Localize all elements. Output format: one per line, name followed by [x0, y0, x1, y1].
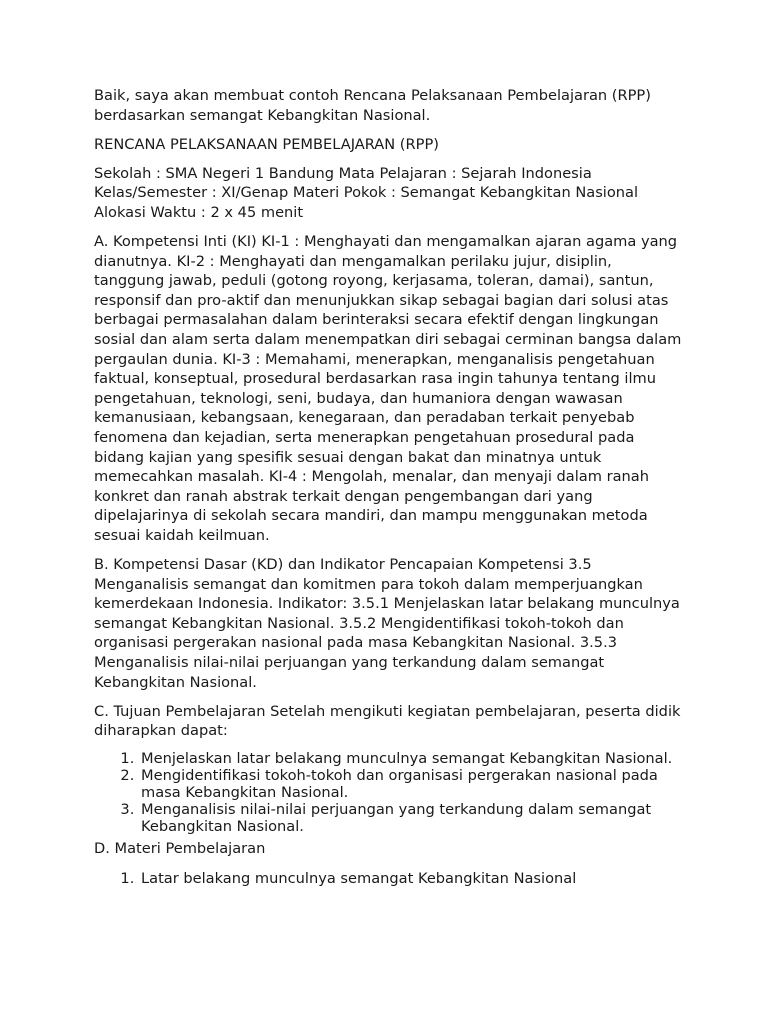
section-c-heading: C. Tujuan Pembelajaran Setelah mengikuti kegiatan pembelajaran, peserta didik diharapkan dapat: — [94, 702, 681, 740]
identity-block — [94, 164, 684, 223]
section-d-heading: D. Materi Pembelajaran — [94, 840, 266, 858]
list-item: 3. Menganalisis nilai-nilai perjuangan yang terkandung dalam semangat Kebangkitan Nasional. — [139, 801, 684, 835]
identity-line-2: Kelas/Semester : XI/Genap Materi Pokok : Semangat Kebangkitan Nasional — [94, 184, 639, 202]
intro-paragraph: Baik, saya akan membuat contoh Rencana Pelaksanaan Pembelajaran (RPP) berdasarkan semangat Kebangkitan Nasional. — [94, 87, 651, 124]
document-page — [94, 86, 684, 887]
identity-line-3: Alokasi Waktu : 2 x 45 menit — [94, 203, 304, 221]
list-item: 1. Menjelaskan latar belakang munculnya semangat Kebangkitan Nasional. — [139, 750, 684, 767]
section-a-kompetensi-inti: A. Kompetensi Inti (KI) KI-1 : Menghayati dan mengamalkan ajaran agama yang dianutnya. KI-2 : Menghayati dan mengamalkan perilaku jujur, disiplin, tanggung jawab, peduli (gotong royong, kerjasama, toleran, damai), santun, responsif dan pro-aktif dan menunjukkan sikap sebagai bagian dari solusi atas berbagai permasalahan dalam berinteraksi secara efektif dengan lingkungan sosial dan alam serta dalam menempatkan diri sebagai cerminan bangsa dalam pergaulan dunia. KI-3 : Memahami, menerapkan, menganalisis pengetahuan faktual, konseptual, prosedural berdasarkan rasa ingin tahunya tentang ilmu pengetahuan, teknologi, seni, budaya, dan humaniora dengan wawasan kemanusiaan, kebangsaan, kenegaraan, dan peradaban terkait penyebab fenomena dan kejadian, serta menerapkan pengetahuan prosedural pada bidang kajian yang spesifik sesuai dengan bakat dan minatnya untuk memecahkan masalah. KI-4 : Mengolah, menalar, dan menyaji dalam ranah konkret dan ranah abstrak terkait dengan pengembangan dari yang dipelajarinya di sekolah secara mandiri, dan mampu menggunakan metoda sesuai kaidah keilmuan. — [94, 233, 682, 544]
identity-line-1: Sekolah : SMA Negeri 1 Bandung Mata Pelajaran : Sejarah Indonesia — [94, 164, 592, 182]
list-item: 2. Mengidentifikasi tokoh-tokoh dan organisasi pergerakan nasional pada masa Kebangkitan Nasional. — [139, 767, 684, 801]
learning-objectives-list — [94, 750, 684, 835]
list-item: 1. Latar belakang munculnya semangat Kebangkitan Nasional — [139, 870, 684, 887]
learning-material-list — [94, 870, 684, 887]
section-b-kompetensi-dasar: B. Kompetensi Dasar (KD) dan Indikator Pencapaian Kompetensi 3.5 Menganalisis semangat dan komitmen para tokoh dalam memperjuangkan kemerdekaan Indonesia. Indikator: 3.5.1 Menjelaskan latar belakang munculnya semangat Kebangkitan Nasional. 3.5.2 Mengidentifikasi tokoh-tokoh dan organisasi pergerakan nasional pada masa Kebangkitan Nasional. 3.5.3 Menganalisis nilai-nilai perjuangan yang terkandung dalam semangat Kebangkitan Nasional. — [94, 556, 680, 691]
document-title: RENCANA PELAKSANAAN PEMBELAJARAN (RPP) — [94, 135, 439, 153]
